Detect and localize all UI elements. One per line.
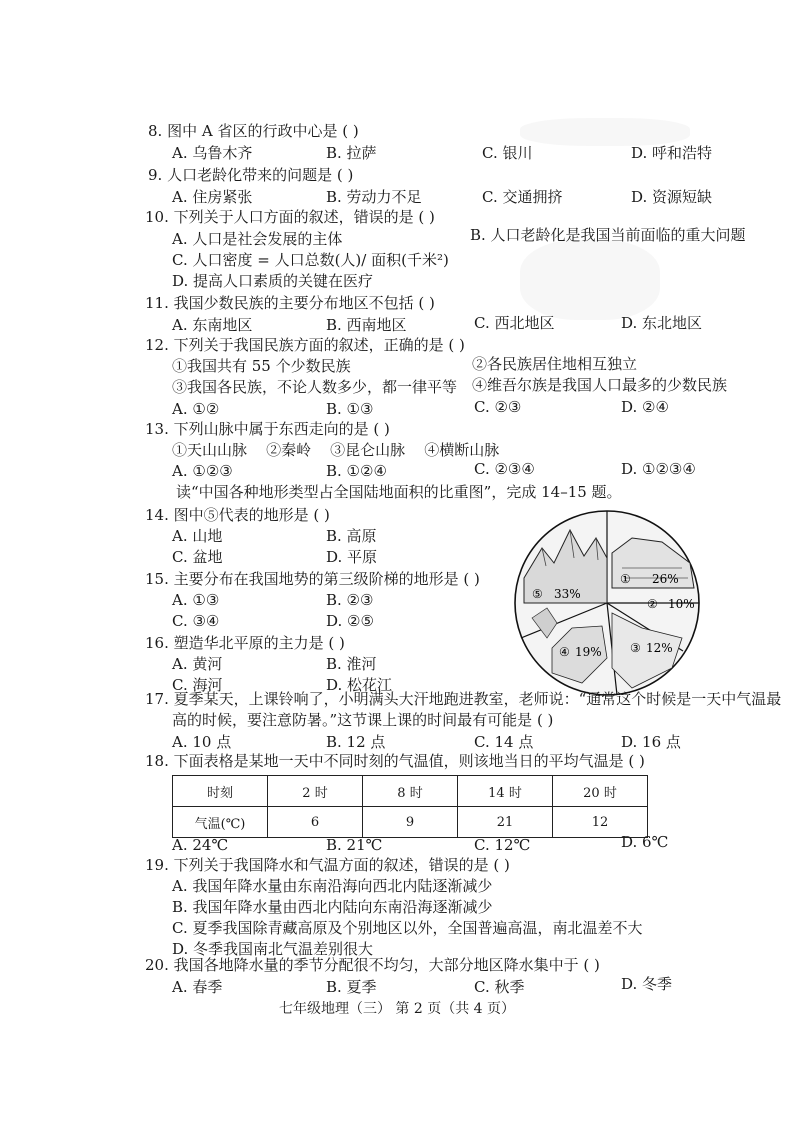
pie-label-4: ④: [559, 645, 570, 659]
q13-statements: ①天山山脉 ②秦岭 ③昆仑山脉 ④横断山脉: [172, 441, 500, 459]
table-cell: 9: [363, 807, 458, 838]
q12-option-b: B. ①③: [326, 400, 374, 418]
q10-option-a: A. 人口是社会发展的主体: [172, 230, 343, 248]
q11-option-b: B. 西南地区: [326, 316, 407, 334]
page-footer: 七年级地理（三） 第 2 页（共 4 页）: [278, 1001, 516, 1017]
q12-option-a: A. ①②: [172, 400, 220, 418]
q11-option-d: D. 东北地区: [621, 314, 703, 332]
q12-statement-1: ①我国共有 55 个少数民族: [172, 357, 351, 375]
q12-statement-3: ③我国各民族，不论人数多少，都一律平等: [172, 378, 458, 396]
table-cell: 6: [268, 807, 363, 838]
question-20-stem: 20. 我国各地降水量的季节分配很不均匀，大部分地区降水集中于 ( ): [145, 956, 600, 974]
q16-option-b: B. 淮河: [326, 655, 377, 673]
pie-percent-5: 33%: [554, 587, 581, 601]
table-row: [173, 807, 648, 838]
q9-option-b: B. 劳动力不足: [326, 188, 422, 206]
q17-option-d: D. 16 点: [621, 733, 681, 751]
q9-option-c: C. 交通拥挤: [482, 188, 563, 206]
question-17-stem-line2: 高的时候，要注意防暑。”这节课上课的时间最有可能是 ( ): [172, 711, 554, 729]
q8-option-d: D. 呼和浩特: [631, 144, 713, 162]
scan-smudge: [520, 240, 660, 320]
q13-option-d: D. ①②③④: [621, 460, 696, 478]
table-header-cell: 8 时: [363, 776, 458, 807]
table-cell: 12: [553, 807, 648, 838]
scan-smudge: [520, 118, 690, 146]
table-header-cell: 时刻: [173, 776, 268, 807]
reading-intro: 读“中国各种地形类型占全国陆地面积的比重图”，完成 14–15 题。: [176, 483, 622, 501]
q15-option-c: C. ③④: [172, 612, 220, 630]
q20-option-b: B. 夏季: [326, 978, 377, 996]
table-header-cell: 14 时: [458, 776, 553, 807]
q16-option-c: C. 海河: [172, 676, 223, 694]
q20-option-a: A. 春季: [172, 978, 223, 996]
q16-option-a: A. 黄河: [172, 655, 223, 673]
question-19-stem: 19. 下列关于我国降水和气温方面的叙述，错误的是 ( ): [145, 856, 510, 874]
q13-option-c: C. ②③④: [474, 460, 535, 478]
table-header-cell: 20 时: [553, 776, 648, 807]
table-cell: 21: [458, 807, 553, 838]
q11-option-a: A. 东南地区: [172, 316, 253, 334]
q12-option-d: D. ②④: [621, 398, 669, 416]
q8-option-b: B. 拉萨: [326, 144, 377, 162]
question-11-stem: 11. 我国少数民族的主要分布地区不包括 ( ): [145, 294, 435, 312]
q17-option-c: C. 14 点: [474, 733, 534, 751]
q15-option-d: D. ②⑤: [326, 612, 374, 630]
q18-option-d: D. 6℃: [621, 833, 669, 851]
question-16-stem: 16. 塑造华北平原的主力是 ( ): [145, 634, 345, 652]
question-15-stem: 15. 主要分布在我国地势的第三级阶梯的地形是 ( ): [145, 570, 480, 588]
q12-statement-2: ②各民族居住地相互独立: [472, 355, 638, 373]
terrain-area-pie-chart: [512, 508, 702, 698]
q17-option-a: A. 10 点: [172, 733, 232, 751]
pie-percent-1: 26%: [652, 572, 679, 586]
q19-option-d: D. 冬季我国南北气温差别很大: [172, 940, 374, 958]
q15-option-a: A. ①③: [172, 591, 220, 609]
question-10-stem: 10. 下列关于人口方面的叙述，错误的是 ( ): [145, 208, 435, 226]
q19-option-b: B. 我国年降水量由西北内陆向东南沿海逐渐减少: [172, 898, 493, 916]
pie-label-3: ③: [630, 641, 641, 655]
q10-option-b: B. 人口老龄化是我国当前面临的重大问题: [470, 226, 746, 244]
table-header-cell: 2 时: [268, 776, 363, 807]
pie-percent-2: 10%: [668, 597, 695, 611]
q18-option-a: A. 24℃: [172, 836, 229, 854]
pie-label-1: ①: [620, 572, 631, 586]
q13-option-b: B. ①②④: [326, 462, 387, 480]
q16-option-d: D. 松花江: [326, 676, 393, 694]
q14-option-b: B. 高原: [326, 527, 377, 545]
q12-option-c: C. ②③: [474, 398, 522, 416]
question-8-stem: 8. 图中 A 省区的行政中心是 ( ): [148, 122, 359, 140]
q8-option-c: C. 银川: [482, 144, 533, 162]
q12-statement-4: ④维吾尔族是我国人口最多的少数民族: [472, 376, 728, 394]
q14-option-c: C. 盆地: [172, 548, 223, 566]
table-header-row: [173, 776, 648, 807]
question-17-stem-line1: 17. 夏季某天，上课铃响了，小明满头大汗地跑进教室，老师说：“通常这个时候是一天中气温最: [145, 690, 782, 708]
q11-option-c: C. 西北地区: [474, 314, 555, 332]
q19-option-a: A. 我国年降水量由东南沿海向西北内陆逐渐减少: [172, 877, 493, 895]
q19-option-c: C. 夏季我国除青藏高原及个别地区以外，全国普遍高温，南北温差不大: [172, 919, 643, 937]
question-14-stem: 14. 图中⑤代表的地形是 ( ): [145, 506, 330, 524]
q18-option-c: C. 12℃: [474, 836, 531, 854]
q20-option-d: D. 冬季: [621, 975, 673, 993]
q15-option-b: B. ②③: [326, 591, 374, 609]
q18-option-b: B. 21℃: [326, 836, 383, 854]
q9-option-a: A. 住房紧张: [172, 188, 253, 206]
pie-percent-3: 12%: [646, 641, 673, 655]
question-9-stem: 9. 人口老龄化带来的问题是 ( ): [148, 166, 354, 184]
pie-label-5: ⑤: [532, 587, 543, 601]
q10-option-c: C. 人口密度 = 人口总数(人)/ 面积(千米²): [172, 251, 449, 269]
pie-percent-4: 19%: [575, 645, 602, 659]
q8-option-a: A. 乌鲁木齐: [172, 144, 253, 162]
q10-option-d: D. 提高人口素质的关键在医疗: [172, 272, 374, 290]
q17-option-b: B. 12 点: [326, 733, 386, 751]
temperature-table: [172, 775, 648, 838]
q14-option-a: A. 山地: [172, 527, 223, 545]
q14-option-d: D. 平原: [326, 548, 378, 566]
pie-label-2: ②: [647, 597, 658, 611]
question-18-stem: 18. 下面表格是某地一天中不同时刻的气温值，则该地当日的平均气温是 ( ): [145, 752, 645, 770]
q13-option-a: A. ①②③: [172, 462, 233, 480]
question-12-stem: 12. 下列关于我国民族方面的叙述，正确的是 ( ): [145, 336, 465, 354]
q20-option-c: C. 秋季: [474, 978, 525, 996]
question-13-stem: 13. 下列山脉中属于东西走向的是 ( ): [145, 420, 390, 438]
q9-option-d: D. 资源短缺: [631, 188, 713, 206]
table-cell: 气温(℃): [173, 807, 268, 838]
